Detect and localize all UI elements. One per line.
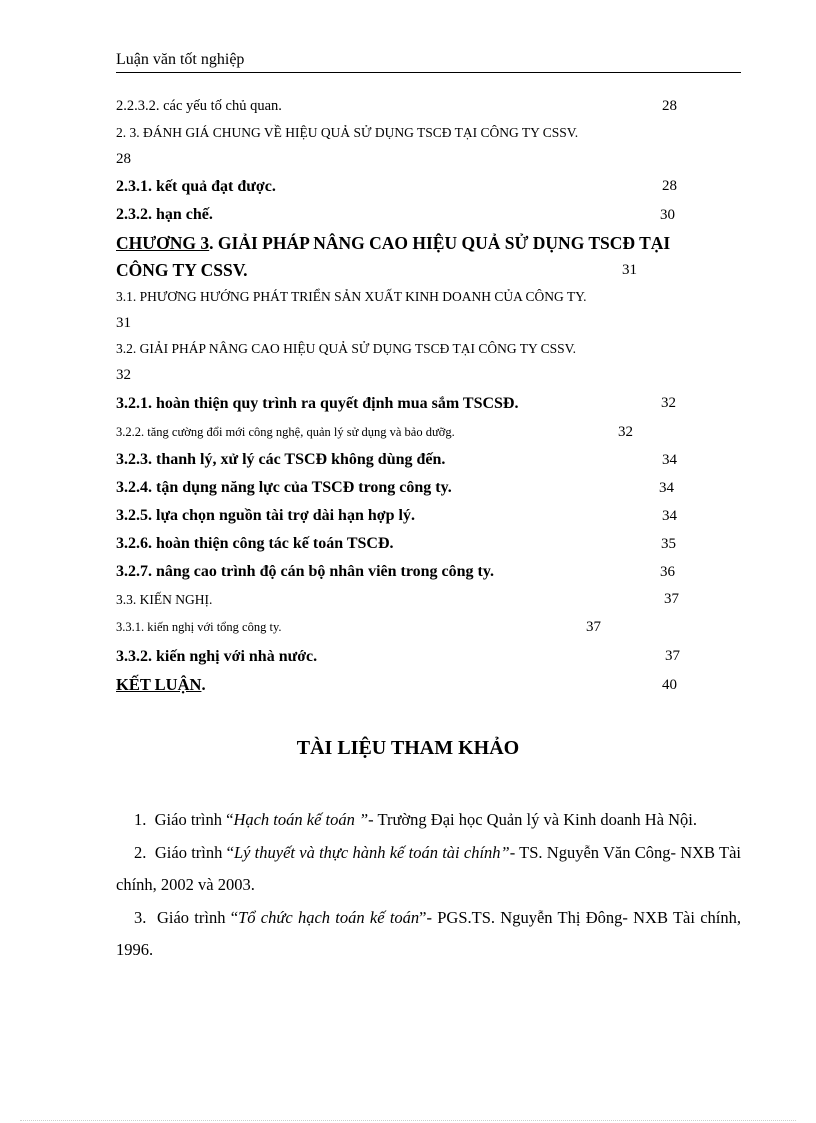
toc-entry-label: 3.2.7. nâng cao trình độ cán bộ nhân viên trong công ty. xyxy=(116,563,494,580)
toc-row xyxy=(116,310,741,336)
references-title: TÀI LIỆU THAM KHẢO xyxy=(296,737,520,759)
toc-entry-page: 32 xyxy=(618,424,633,440)
toc-entry-label: 3.3.2. kiến nghị với nhà nước. xyxy=(116,648,318,665)
page-bottom-divider xyxy=(20,1120,796,1121)
reference-source: - Trường Đại học Quản lý và Kinh doanh Hà Nội. xyxy=(368,810,698,829)
toc-entry-label: 3.3. KIẾN NGHỊ. xyxy=(116,592,213,607)
reference-source: ”- PGS.TS. Nguyễn Thị Đông- NXB Tài chính, 1996. xyxy=(116,907,742,959)
reference-number: 3. xyxy=(134,907,147,927)
toc-entry-label: 2. 3. ĐÁNH GIÁ CHUNG VỀ HIỆU QUẢ SỬ DỤNG TSCĐ TẠI CÔNG TY CSSV. xyxy=(116,125,579,140)
toc-entry-label: 3.2.2. tăng cường đổi mới công nghệ, quản lý sử dụng và bảo dưỡg. xyxy=(116,425,455,439)
toc-entry-label xyxy=(116,671,206,699)
toc-row xyxy=(116,389,741,418)
toc-row xyxy=(116,474,741,502)
toc-row xyxy=(116,257,741,284)
toc-entry-label: 3.2.1. hoàn thiện quy trình ra quyết định mua sắm TSCSĐ. xyxy=(116,395,519,412)
toc-row xyxy=(116,642,741,671)
conclusion-heading: KẾT LUẬN xyxy=(116,675,202,694)
toc-entry-page: 32 xyxy=(116,367,131,383)
toc-entry-label: 3.2.6. hoàn thiện công tác kế toán TSCĐ. xyxy=(116,535,394,552)
toc-entry-page: 31 xyxy=(116,315,131,331)
toc-entry-label: 2.3.1. kết quả đạt được. xyxy=(116,178,276,195)
toc-entry-label: 3.2.3. thanh lý, xử lý các TSCĐ không dùng đến. xyxy=(116,451,446,468)
page-header xyxy=(116,50,741,73)
toc-row xyxy=(116,558,741,586)
reference-book-title: Lý thuyết và thực hành kế toán tài chính” xyxy=(233,842,510,862)
reference-number: 2. xyxy=(134,842,147,862)
toc-row xyxy=(116,284,741,310)
toc-entry-label: 3.3.1. kiến nghị với tổng công ty. xyxy=(116,620,282,634)
toc-entry-label: 3.2.5. lựa chọn nguồn tài trợ dài hạn hợp lý. xyxy=(116,507,415,524)
chapter-title-line2: CÔNG TY CSSV. xyxy=(116,260,248,280)
toc-row xyxy=(116,530,741,558)
toc-chapter-heading xyxy=(116,229,670,257)
toc-entry-page: 28 xyxy=(662,98,677,114)
toc-entry-page: 36 xyxy=(660,564,675,580)
toc-row xyxy=(116,229,741,257)
toc-row xyxy=(116,671,741,699)
toc-entry-page: 28 xyxy=(116,151,131,167)
table-of-contents xyxy=(116,93,741,699)
toc-entry-page: 31 xyxy=(622,262,637,278)
reference-source: - TS. Nguyễn Văn Công- NXB Tài chính, 2002 và 2003. xyxy=(116,842,741,894)
toc-row xyxy=(116,418,741,446)
toc-row xyxy=(116,120,741,146)
reference-number: 1. xyxy=(134,810,147,829)
toc-entry-page: 32 xyxy=(661,395,676,411)
toc-row xyxy=(116,172,741,201)
conclusion-period: . xyxy=(201,675,206,694)
toc-row xyxy=(116,146,741,172)
toc-entry-label: 3.2. GIẢI PHÁP NÂNG CAO HIỆU QUẢ SỬ DỤNG TSCĐ TẠI CÔNG TY CSSV. xyxy=(116,341,577,356)
toc-entry-page: 40 xyxy=(662,677,677,693)
toc-entry-page: 37 xyxy=(664,591,679,607)
toc-entry-page: 37 xyxy=(665,648,680,664)
chapter-number: CHƯƠNG 3 xyxy=(116,233,210,253)
toc-row xyxy=(116,586,741,613)
toc-row xyxy=(116,446,741,474)
toc-row xyxy=(116,93,741,120)
reference-prefix: Giáo trình “ xyxy=(156,907,239,927)
toc-row xyxy=(116,502,741,530)
chapter-title: . GIẢI PHÁP NÂNG CAO HIỆU QUẢ SỬ DỤNG TSCĐ TẠI xyxy=(209,233,671,253)
toc-entry-label: 3.1. PHƯƠNG HƯỚNG PHÁT TRIỂN SẢN XUẤT KINH DOANH CỦA CÔNG TY. xyxy=(116,289,587,304)
reference-item xyxy=(116,837,741,902)
toc-entry-label: 2.3.2. hạn chế. xyxy=(116,206,213,223)
toc-row xyxy=(116,362,741,389)
toc-entry-page: 34 xyxy=(662,508,677,524)
reference-prefix: Giáo trình “ xyxy=(154,810,234,829)
reference-item xyxy=(116,902,741,967)
toc-entry-page: 30 xyxy=(660,207,675,223)
reference-book-title: Hạch toán kế toán ” xyxy=(233,810,369,829)
reference-item xyxy=(116,804,741,837)
reference-book-title: Tổ chức hạch toán kế toán xyxy=(238,907,420,927)
reference-prefix: Giáo trình “ xyxy=(154,842,234,862)
toc-entry-label: 3.2.4. tận dụng năng lực của TSCĐ trong công ty. xyxy=(116,479,452,496)
toc-entry-page: 34 xyxy=(662,452,677,468)
toc-entry-page: 37 xyxy=(586,619,601,635)
header-title: Luận văn tốt nghiệp xyxy=(116,51,245,68)
toc-row xyxy=(116,613,741,642)
toc-entry-page: 34 xyxy=(659,480,674,496)
toc-row xyxy=(116,201,741,229)
toc-row xyxy=(116,336,741,362)
references-list xyxy=(116,804,741,967)
toc-entry-page: 28 xyxy=(662,178,677,194)
toc-entry-page: 35 xyxy=(661,536,676,552)
toc-entry-label: 2.2.3.2. các yếu tố chủ quan. xyxy=(116,98,282,114)
